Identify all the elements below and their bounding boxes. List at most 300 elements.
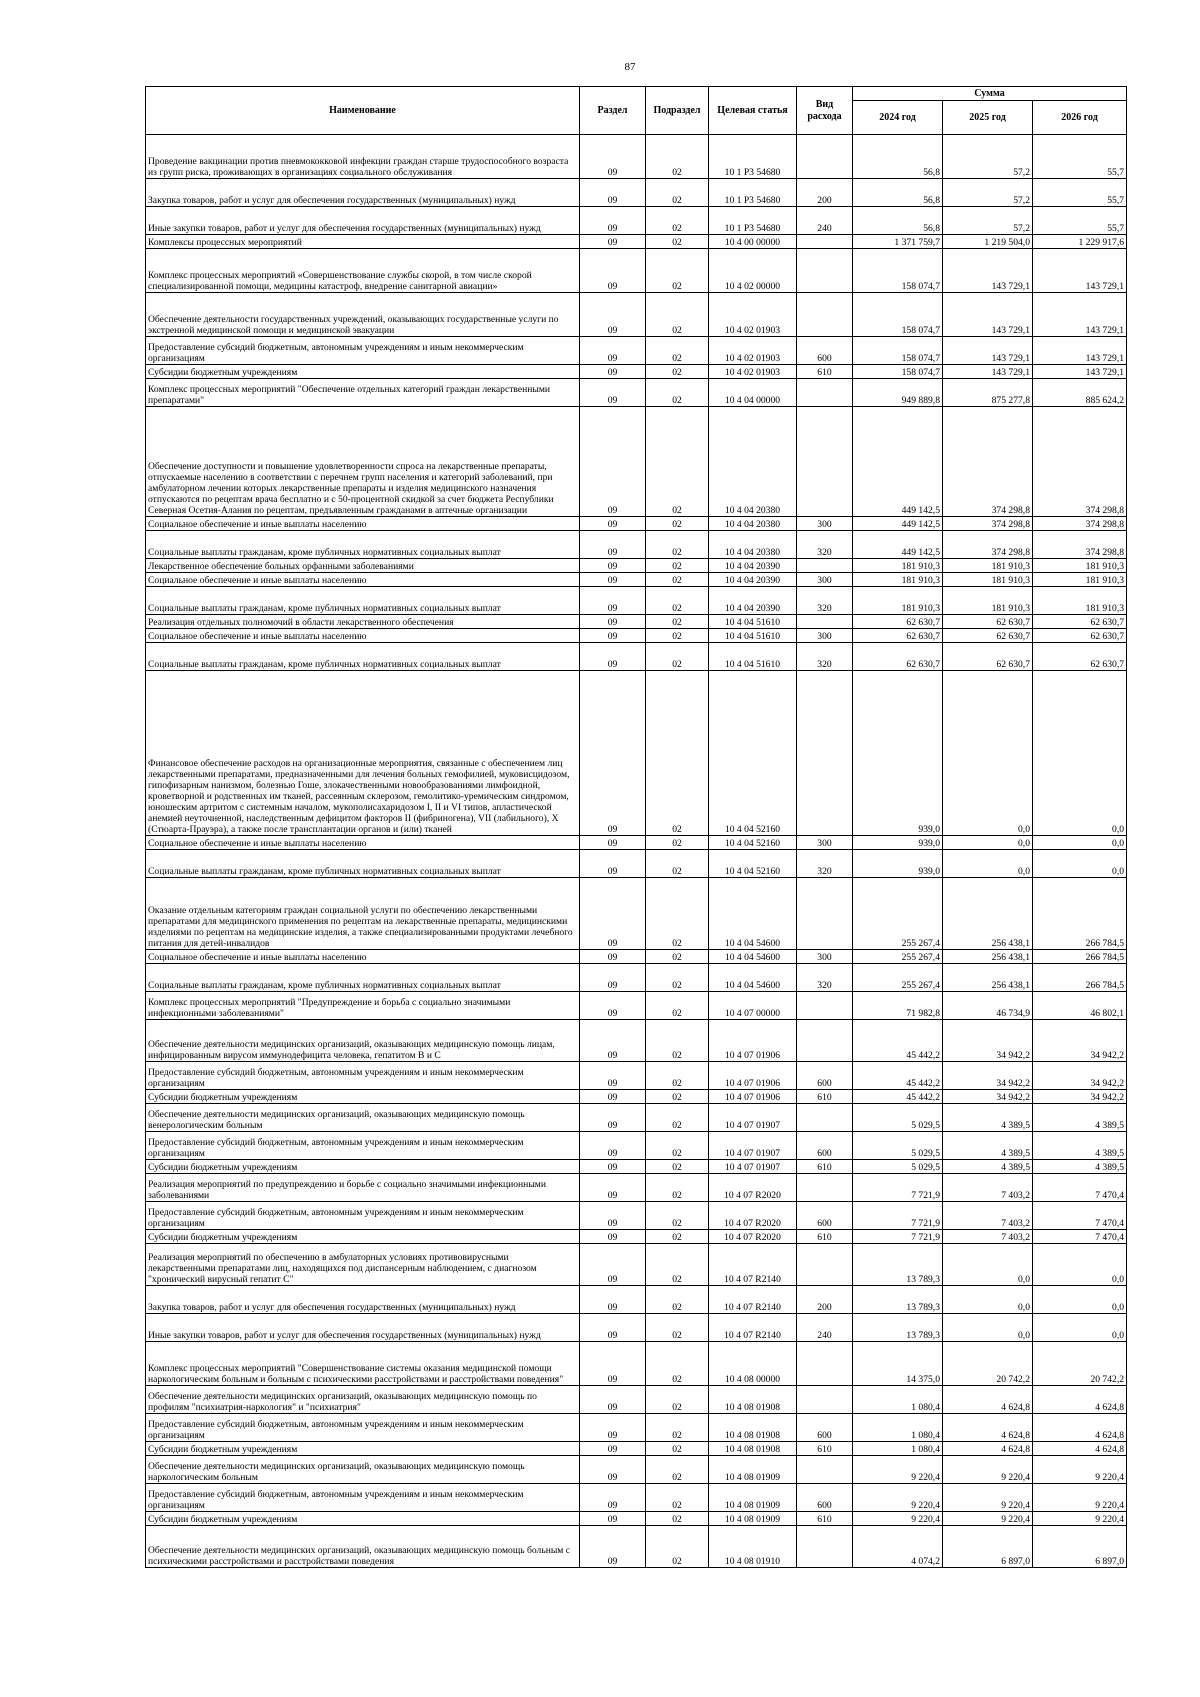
row-amount-2024: 5 029,5 [853, 1104, 943, 1132]
row-target-article: 10 4 08 01908 [709, 1442, 797, 1456]
table-row [146, 964, 1127, 992]
row-amount-2024: 62 630,7 [853, 643, 943, 671]
row-subsection: 02 [646, 1104, 709, 1132]
row-amount-2026: 7 470,4 [1033, 1202, 1127, 1230]
row-expense-type: 610 [797, 1160, 853, 1174]
row-amount-2025: 9 220,4 [943, 1456, 1033, 1484]
row-amount-2024: 62 630,7 [853, 615, 943, 629]
row-section: 09 [580, 379, 646, 407]
row-section: 09 [580, 559, 646, 573]
row-section: 09 [580, 1526, 646, 1568]
row-section: 09 [580, 1456, 646, 1484]
row-amount-2025: 7 403,2 [943, 1202, 1033, 1230]
row-section: 09 [580, 517, 646, 531]
row-name: Субсидии бюджетным учреждениям [146, 1160, 580, 1174]
row-subsection: 02 [646, 629, 709, 643]
row-name: Социальные выплаты гражданам, кроме публичных нормативных социальных выплат [146, 587, 580, 615]
row-section: 09 [580, 964, 646, 992]
row-target-article: 10 4 08 01908 [709, 1414, 797, 1442]
row-target-article: 10 4 07 R2140 [709, 1314, 797, 1342]
row-expense-type [797, 559, 853, 573]
table-row [146, 235, 1127, 249]
row-target-article: 10 4 07 01906 [709, 1062, 797, 1090]
row-section: 09 [580, 1484, 646, 1512]
row-amount-2024: 181 910,3 [853, 573, 943, 587]
row-name: Субсидии бюджетным учреждениям [146, 365, 580, 379]
row-expense-type: 600 [797, 1202, 853, 1230]
row-subsection: 02 [646, 1062, 709, 1090]
row-subsection: 02 [646, 964, 709, 992]
row-target-article: 10 4 04 51610 [709, 615, 797, 629]
row-target-article: 10 4 02 01903 [709, 365, 797, 379]
table-row [146, 1202, 1127, 1230]
row-name: Предоставление субсидий бюджетным, автономным учреждениям и иным некоммерческим организациям [146, 337, 580, 365]
table-row [146, 1386, 1127, 1414]
row-amount-2026: 9 220,4 [1033, 1456, 1127, 1484]
table-row [146, 629, 1127, 643]
row-subsection: 02 [646, 179, 709, 207]
row-expense-type: 600 [797, 1062, 853, 1090]
row-target-article: 10 4 08 01909 [709, 1484, 797, 1512]
header-expense-type: Вид расхода [797, 87, 853, 135]
row-amount-2026: 181 910,3 [1033, 573, 1127, 587]
row-amount-2024: 14 375,0 [853, 1342, 943, 1386]
row-target-article: 10 4 04 20390 [709, 587, 797, 615]
header-year-2025: 2025 год [943, 101, 1033, 135]
row-amount-2025: 0,0 [943, 1244, 1033, 1286]
row-amount-2026: 374 298,8 [1033, 407, 1127, 517]
row-name: Предоставление субсидий бюджетным, автономным учреждениям и иным некоммерческим организациям [146, 1132, 580, 1160]
row-section: 09 [580, 179, 646, 207]
row-amount-2025: 57,2 [943, 135, 1033, 179]
row-target-article: 10 4 07 R2140 [709, 1244, 797, 1286]
row-expense-type [797, 293, 853, 337]
row-expense-type [797, 615, 853, 629]
row-amount-2025: 4 389,5 [943, 1104, 1033, 1132]
row-subsection: 02 [646, 559, 709, 573]
row-section: 09 [580, 1062, 646, 1090]
row-section: 09 [580, 1174, 646, 1202]
row-subsection: 02 [646, 379, 709, 407]
row-subsection: 02 [646, 1414, 709, 1442]
table-row [146, 836, 1127, 850]
row-name: Обеспечение деятельности медицинских организаций, оказывающих медицинскую помощь лицам, инфицированным вирусом иммунодефицита человека, гепатитом В и С [146, 1020, 580, 1062]
row-subsection: 02 [646, 1526, 709, 1568]
row-name: Лекарственное обеспечение больных орфанными заболеваниями [146, 559, 580, 573]
row-section: 09 [580, 135, 646, 179]
header-name: Наименование [146, 87, 580, 135]
row-subsection: 02 [646, 1202, 709, 1230]
table-row [146, 293, 1127, 337]
row-section: 09 [580, 235, 646, 249]
row-expense-type: 200 [797, 179, 853, 207]
row-amount-2026: 4 389,5 [1033, 1160, 1127, 1174]
table-row [146, 1230, 1127, 1244]
row-amount-2026: 143 729,1 [1033, 365, 1127, 379]
row-target-article: 10 4 08 01908 [709, 1386, 797, 1414]
row-subsection: 02 [646, 992, 709, 1020]
row-subsection: 02 [646, 850, 709, 878]
row-target-article: 10 1 Р3 54680 [709, 179, 797, 207]
row-name: Социальное обеспечение и иные выплаты населению [146, 629, 580, 643]
row-section: 09 [580, 671, 646, 836]
row-subsection: 02 [646, 1456, 709, 1484]
row-amount-2024: 9 220,4 [853, 1512, 943, 1526]
row-amount-2026: 1 229 917,6 [1033, 235, 1127, 249]
row-target-article: 10 4 04 20380 [709, 407, 797, 517]
row-amount-2026: 0,0 [1033, 1244, 1127, 1286]
row-subsection: 02 [646, 1020, 709, 1062]
row-name: Комплексы процессных мероприятий [146, 235, 580, 249]
row-amount-2024: 7 721,9 [853, 1202, 943, 1230]
row-amount-2025: 374 298,8 [943, 407, 1033, 517]
row-target-article: 10 4 08 01910 [709, 1526, 797, 1568]
row-amount-2026: 62 630,7 [1033, 629, 1127, 643]
row-amount-2026: 0,0 [1033, 836, 1127, 850]
row-target-article: 10 4 02 01903 [709, 337, 797, 365]
table-row [146, 517, 1127, 531]
row-amount-2024: 71 982,8 [853, 992, 943, 1020]
row-amount-2025: 256 438,1 [943, 950, 1033, 964]
row-subsection: 02 [646, 235, 709, 249]
row-amount-2024: 13 789,3 [853, 1244, 943, 1286]
budget-table [145, 86, 1127, 1568]
row-subsection: 02 [646, 836, 709, 850]
row-amount-2025: 181 910,3 [943, 559, 1033, 573]
row-amount-2026: 143 729,1 [1033, 249, 1127, 293]
row-name: Комплекс процессных мероприятий "Обеспечение отдельных категорий граждан лекарственными препаратами" [146, 379, 580, 407]
header-sum: Сумма [853, 87, 1127, 101]
row-amount-2026: 0,0 [1033, 850, 1127, 878]
row-name: Иные закупки товаров, работ и услуг для обеспечения государственных (муниципальных) нужд [146, 207, 580, 235]
table-row [146, 850, 1127, 878]
row-amount-2024: 1 080,4 [853, 1414, 943, 1442]
row-name: Социальные выплаты гражданам, кроме публичных нормативных социальных выплат [146, 964, 580, 992]
row-amount-2026: 7 470,4 [1033, 1230, 1127, 1244]
row-name: Предоставление субсидий бюджетным, автономным учреждениям и иным некоммерческим организациям [146, 1484, 580, 1512]
row-expense-type: 600 [797, 337, 853, 365]
table-row [146, 1456, 1127, 1484]
row-expense-type: 300 [797, 950, 853, 964]
row-amount-2026: 62 630,7 [1033, 615, 1127, 629]
row-amount-2024: 255 267,4 [853, 878, 943, 950]
row-section: 09 [580, 1286, 646, 1314]
row-name: Обеспечение доступности и повышение удовлетворенности спроса на лекарственные препараты, отпускаемые населению в соответствии с перечнем групп населения и категорий заболеваний, при амбулаторном лечении которых лекарственные препараты и изделия медицинского назначения отпускаются по рецептам врача бесплатно и с 50-процентной скидкой за счет бюджета Республики Северная Осетия-Алания по рецептам, предъявленным гражданами в аптечные организации [146, 407, 580, 517]
row-target-article: 10 1 Р3 54680 [709, 207, 797, 235]
row-amount-2026: 34 942,2 [1033, 1020, 1127, 1062]
row-name: Предоставление субсидий бюджетным, автономным учреждениям и иным некоммерческим организациям [146, 1062, 580, 1090]
row-amount-2026: 4 389,5 [1033, 1104, 1127, 1132]
row-expense-type: 610 [797, 1230, 853, 1244]
row-target-article: 10 4 07 R2020 [709, 1174, 797, 1202]
row-subsection: 02 [646, 1342, 709, 1386]
row-section: 09 [580, 1160, 646, 1174]
row-target-article: 10 4 00 00000 [709, 235, 797, 249]
table-row [146, 1512, 1127, 1526]
row-expense-type [797, 1456, 853, 1484]
row-amount-2026: 0,0 [1033, 1314, 1127, 1342]
row-subsection: 02 [646, 249, 709, 293]
row-section: 09 [580, 950, 646, 964]
row-amount-2025: 1 219 504,0 [943, 235, 1033, 249]
row-expense-type [797, 1104, 853, 1132]
row-expense-type: 600 [797, 1414, 853, 1442]
row-name: Иные закупки товаров, работ и услуг для обеспечения государственных (муниципальных) нужд [146, 1314, 580, 1342]
row-amount-2026: 0,0 [1033, 1286, 1127, 1314]
row-subsection: 02 [646, 337, 709, 365]
row-section: 09 [580, 629, 646, 643]
row-amount-2026: 4 389,5 [1033, 1132, 1127, 1160]
row-amount-2026: 62 630,7 [1033, 643, 1127, 671]
row-expense-type [797, 379, 853, 407]
row-subsection: 02 [646, 878, 709, 950]
row-section: 09 [580, 836, 646, 850]
row-target-article: 10 4 04 00000 [709, 379, 797, 407]
table-row [146, 992, 1127, 1020]
row-amount-2024: 13 789,3 [853, 1314, 943, 1342]
row-amount-2026: 181 910,3 [1033, 587, 1127, 615]
table-row [146, 1090, 1127, 1104]
row-subsection: 02 [646, 1484, 709, 1512]
row-expense-type: 610 [797, 365, 853, 379]
row-name: Закупка товаров, работ и услуг для обеспечения государственных (муниципальных) нужд [146, 179, 580, 207]
row-target-article: 10 4 02 00000 [709, 249, 797, 293]
row-target-article: 10 4 08 00000 [709, 1342, 797, 1386]
row-subsection: 02 [646, 293, 709, 337]
row-target-article: 10 4 04 54600 [709, 878, 797, 950]
row-name: Реализация отдельных полномочий в области лекарственного обеспечения [146, 615, 580, 629]
row-section: 09 [580, 1230, 646, 1244]
row-section: 09 [580, 1132, 646, 1160]
row-amount-2024: 1 080,4 [853, 1442, 943, 1456]
row-subsection: 02 [646, 643, 709, 671]
row-subsection: 02 [646, 587, 709, 615]
row-name: Субсидии бюджетным учреждениям [146, 1230, 580, 1244]
row-amount-2024: 949 889,8 [853, 379, 943, 407]
row-amount-2024: 158 074,7 [853, 293, 943, 337]
row-amount-2025: 62 630,7 [943, 643, 1033, 671]
row-target-article: 10 4 08 01909 [709, 1512, 797, 1526]
row-section: 09 [580, 1442, 646, 1456]
row-name: Комплекс процессных мероприятий «Совершенствование службы скорой, в том числе скорой специализированной помощи, медицины катастроф, внедрение санитарной авиации» [146, 249, 580, 293]
table-body [146, 135, 1127, 1568]
table-row [146, 337, 1127, 365]
row-amount-2026: 55,7 [1033, 135, 1127, 179]
row-subsection: 02 [646, 1442, 709, 1456]
row-amount-2026: 4 624,8 [1033, 1442, 1127, 1456]
row-expense-type: 320 [797, 850, 853, 878]
row-amount-2025: 4 389,5 [943, 1160, 1033, 1174]
row-amount-2025: 0,0 [943, 671, 1033, 836]
row-name: Оказание отдельным категориям граждан социальной услуги по обеспечению лекарственными препаратами для медицинского применения по рецептам на лекарственные препараты, медицинскими изделиями по рецептам на медицинские изделия, а также специализированными продуктами лечебного питания для детей-инвалидов [146, 878, 580, 950]
row-target-article: 10 4 04 52160 [709, 836, 797, 850]
row-amount-2025: 0,0 [943, 836, 1033, 850]
row-section: 09 [580, 1020, 646, 1062]
row-name: Комплекс процессных мероприятий "Предупреждение и борьба с социально значимыми инфекционными заболеваниями" [146, 992, 580, 1020]
row-target-article: 10 4 04 20390 [709, 573, 797, 587]
row-amount-2025: 57,2 [943, 207, 1033, 235]
row-section: 09 [580, 1090, 646, 1104]
row-amount-2024: 62 630,7 [853, 629, 943, 643]
table-row [146, 615, 1127, 629]
row-subsection: 02 [646, 1244, 709, 1286]
row-amount-2025: 7 403,2 [943, 1230, 1033, 1244]
row-amount-2024: 45 442,2 [853, 1090, 943, 1104]
row-expense-type: 240 [797, 1314, 853, 1342]
row-amount-2024: 7 721,9 [853, 1174, 943, 1202]
table-row [146, 135, 1127, 179]
table-row [146, 407, 1127, 517]
row-amount-2025: 46 734,9 [943, 992, 1033, 1020]
row-target-article: 10 4 04 52160 [709, 671, 797, 836]
row-section: 09 [580, 615, 646, 629]
row-expense-type [797, 1342, 853, 1386]
table-row [146, 365, 1127, 379]
row-expense-type: 320 [797, 587, 853, 615]
row-amount-2025: 875 277,8 [943, 379, 1033, 407]
row-subsection: 02 [646, 1386, 709, 1414]
row-amount-2024: 5 029,5 [853, 1132, 943, 1160]
table-row [146, 179, 1127, 207]
row-amount-2025: 20 742,2 [943, 1342, 1033, 1386]
row-target-article: 10 4 04 51610 [709, 629, 797, 643]
row-amount-2024: 4 074,2 [853, 1526, 943, 1568]
row-section: 09 [580, 1414, 646, 1442]
row-expense-type: 300 [797, 836, 853, 850]
row-amount-2024: 255 267,4 [853, 964, 943, 992]
table-row [146, 573, 1127, 587]
row-amount-2024: 158 074,7 [853, 337, 943, 365]
row-amount-2024: 158 074,7 [853, 249, 943, 293]
row-amount-2026: 266 784,5 [1033, 950, 1127, 964]
row-name: Реализация мероприятий по обеспечению в амбулаторных условиях противовирусными лекарственными препаратами лиц, находящихся под диспансерным наблюдением, с диагнозом "хронический вирусный гепатит С" [146, 1244, 580, 1286]
table-row [146, 207, 1127, 235]
row-target-article: 10 4 02 01903 [709, 293, 797, 337]
row-expense-type: 610 [797, 1442, 853, 1456]
row-amount-2025: 143 729,1 [943, 249, 1033, 293]
row-subsection: 02 [646, 365, 709, 379]
row-amount-2026: 6 897,0 [1033, 1526, 1127, 1568]
row-expense-type [797, 135, 853, 179]
table-row [146, 1104, 1127, 1132]
table-row [146, 1526, 1127, 1568]
row-name: Социальные выплаты гражданам, кроме публичных нормативных социальных выплат [146, 850, 580, 878]
row-subsection: 02 [646, 135, 709, 179]
row-section: 09 [580, 1244, 646, 1286]
table-row [146, 950, 1127, 964]
row-name: Закупка товаров, работ и услуг для обеспечения государственных (муниципальных) нужд [146, 1286, 580, 1314]
row-target-article: 10 4 04 51610 [709, 643, 797, 671]
row-name: Субсидии бюджетным учреждениям [146, 1090, 580, 1104]
row-expense-type: 600 [797, 1132, 853, 1160]
row-subsection: 02 [646, 1132, 709, 1160]
row-section: 09 [580, 992, 646, 1020]
row-name: Социальное обеспечение и иные выплаты населению [146, 836, 580, 850]
row-expense-type: 600 [797, 1484, 853, 1512]
row-amount-2025: 4 624,8 [943, 1386, 1033, 1414]
row-amount-2025: 62 630,7 [943, 615, 1033, 629]
row-section: 09 [580, 293, 646, 337]
table-row [146, 643, 1127, 671]
row-amount-2025: 0,0 [943, 1314, 1033, 1342]
row-name: Субсидии бюджетным учреждениям [146, 1442, 580, 1456]
row-expense-type [797, 235, 853, 249]
table-row [146, 1160, 1127, 1174]
row-subsection: 02 [646, 207, 709, 235]
row-amount-2026: 266 784,5 [1033, 878, 1127, 950]
table-row [146, 1484, 1127, 1512]
row-expense-type [797, 1526, 853, 1568]
row-name: Обеспечение деятельности государственных учреждений, оказывающих государственные услуги по экстренной медицинской помощи и медицинской эвакуации [146, 293, 580, 337]
table-row [146, 1342, 1127, 1386]
row-amount-2025: 256 438,1 [943, 964, 1033, 992]
row-target-article: 10 4 07 01907 [709, 1132, 797, 1160]
row-name: Социальное обеспечение и иные выплаты населению [146, 950, 580, 964]
row-section: 09 [580, 1104, 646, 1132]
row-subsection: 02 [646, 1512, 709, 1526]
row-amount-2025: 9 220,4 [943, 1484, 1033, 1512]
row-amount-2024: 181 910,3 [853, 559, 943, 573]
row-target-article: 10 4 07 00000 [709, 992, 797, 1020]
table-row [146, 1174, 1127, 1202]
row-amount-2024: 45 442,2 [853, 1020, 943, 1062]
row-amount-2024: 449 142,5 [853, 517, 943, 531]
table-row [146, 1414, 1127, 1442]
row-expense-type [797, 1020, 853, 1062]
page-number: 87 [624, 61, 636, 73]
table-row [146, 531, 1127, 559]
row-expense-type: 320 [797, 531, 853, 559]
row-amount-2026: 374 298,8 [1033, 517, 1127, 531]
row-amount-2024: 9 220,4 [853, 1484, 943, 1512]
row-amount-2025: 143 729,1 [943, 365, 1033, 379]
row-amount-2026: 9 220,4 [1033, 1484, 1127, 1512]
row-section: 09 [580, 249, 646, 293]
row-amount-2025: 4 624,8 [943, 1414, 1033, 1442]
row-target-article: 10 4 07 01907 [709, 1160, 797, 1174]
row-expense-type [797, 1386, 853, 1414]
row-target-article: 10 1 Р3 54680 [709, 135, 797, 179]
header-year-2026: 2026 год [1033, 101, 1127, 135]
row-amount-2026: 374 298,8 [1033, 531, 1127, 559]
row-amount-2025: 9 220,4 [943, 1512, 1033, 1526]
header-year-2024: 2024 год [853, 101, 943, 135]
row-amount-2025: 143 729,1 [943, 293, 1033, 337]
row-expense-type: 300 [797, 517, 853, 531]
table-row [146, 1132, 1127, 1160]
row-expense-type [797, 992, 853, 1020]
row-section: 09 [580, 1202, 646, 1230]
row-target-article: 10 4 04 20380 [709, 531, 797, 559]
row-target-article: 10 4 07 R2020 [709, 1230, 797, 1244]
row-target-article: 10 4 08 01909 [709, 1456, 797, 1484]
row-amount-2026: 20 742,2 [1033, 1342, 1127, 1386]
row-subsection: 02 [646, 671, 709, 836]
row-amount-2026: 143 729,1 [1033, 293, 1127, 337]
row-target-article: 10 4 07 01906 [709, 1020, 797, 1062]
row-amount-2025: 0,0 [943, 850, 1033, 878]
row-section: 09 [580, 850, 646, 878]
row-section: 09 [580, 1314, 646, 1342]
row-amount-2026: 885 624,2 [1033, 379, 1127, 407]
row-amount-2024: 939,0 [853, 850, 943, 878]
row-subsection: 02 [646, 407, 709, 517]
row-expense-type: 320 [797, 964, 853, 992]
table-row [146, 1244, 1127, 1286]
table-row [146, 1062, 1127, 1090]
row-amount-2024: 56,8 [853, 135, 943, 179]
row-subsection: 02 [646, 531, 709, 559]
